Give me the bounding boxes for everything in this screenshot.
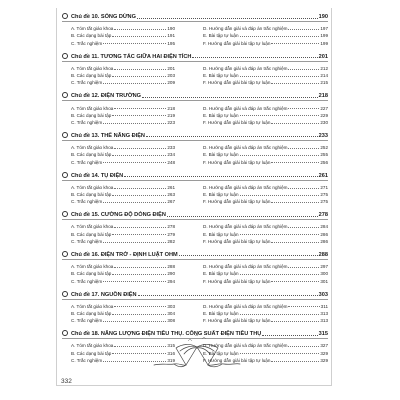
section-label: A. Tóm tắt giáo khoa (71, 343, 114, 349)
section-page-number: 275 (320, 199, 328, 205)
section-label: F. Hướng dẫn giải bài tập tự luận (203, 199, 271, 205)
section-entry[interactable] (71, 143, 175, 150)
section-label: C. Trắc nghiệm (71, 199, 103, 205)
dot-leader (271, 202, 319, 203)
section-label: A. Tóm tắt giáo khoa (71, 65, 114, 71)
section-label: B. Các dạng bài tập (71, 112, 112, 118)
section-entry[interactable] (203, 31, 328, 38)
section-page-number: 286 (320, 238, 328, 244)
dot-leader (103, 162, 166, 163)
section-page-number: 230 (320, 119, 328, 125)
section-label: F. Hướng dẫn giải bài tập tự luận (203, 80, 271, 86)
section-entry[interactable] (71, 237, 175, 244)
section-page-number: 267 (167, 199, 175, 205)
section-entry[interactable] (203, 276, 328, 283)
section-page-number: 256 (320, 159, 328, 165)
section-label: B. Các dạng bài tập (71, 231, 112, 237)
dot-leader (142, 97, 318, 98)
section-label: A. Tóm tắt giáo khoa (71, 264, 114, 270)
section-page-number: 227 (320, 105, 328, 111)
dot-leader (192, 57, 317, 58)
chapter-page-number: 218 (318, 93, 328, 100)
section-label: D. Hướng dẫn giải và đáp án trắc nghiệm (203, 224, 288, 230)
chapter-sections (62, 64, 328, 86)
sections-left-column (62, 222, 195, 244)
section-page-number: 223 (167, 119, 175, 125)
chapter-heading[interactable] (62, 130, 328, 141)
dot-leader (124, 176, 317, 177)
chapter-sections (62, 183, 328, 205)
section-page-number: 229 (320, 112, 328, 118)
section-page-number: 199 (320, 33, 328, 39)
dot-leader (240, 115, 320, 116)
dot-leader (103, 281, 166, 282)
dot-leader (112, 314, 166, 315)
dot-leader (288, 306, 319, 307)
section-label: D. Hướng dẫn giải và đáp án trắc nghiệm (203, 145, 288, 151)
section-page-number: 294 (167, 278, 175, 284)
chapter-sections (62, 24, 328, 46)
chapter-entry (62, 11, 328, 46)
chapter-heading[interactable] (62, 11, 328, 22)
dot-leader (288, 227, 319, 228)
sections-right-column (195, 143, 328, 165)
section-label: D. Hướng dẫn giải và đáp án trắc nghiệm (203, 303, 288, 309)
section-entry[interactable] (203, 183, 328, 190)
section-entry[interactable] (71, 262, 175, 269)
section-page-number: 329 (320, 357, 328, 363)
circle-bullet-icon (62, 172, 68, 178)
section-page-number: 316 (167, 350, 175, 356)
section-page-number: 303 (167, 303, 175, 309)
open-book-icon (152, 335, 242, 371)
section-label: F. Hướng dẫn giải bài tập tự luận (203, 357, 271, 363)
section-page-number: 199 (320, 40, 328, 46)
section-page-number: 304 (167, 310, 175, 316)
circle-bullet-icon (62, 13, 68, 19)
section-page-number: 308 (167, 318, 175, 324)
chapter-heading[interactable] (62, 289, 328, 300)
section-entry[interactable] (203, 269, 328, 276)
dot-leader (103, 83, 166, 84)
section-page-number: 313 (320, 318, 328, 324)
section-entry[interactable] (71, 38, 175, 45)
table-of-contents (62, 11, 328, 368)
chapter-heading[interactable] (62, 170, 328, 181)
dot-leader (112, 155, 166, 156)
section-label: A. Tóm tắt giáo khoa (71, 184, 114, 190)
chapter-title: Chủ đề 13. THẾ NĂNG ĐIỆN (71, 132, 145, 139)
dot-leader (271, 321, 319, 322)
sections-left-column (62, 103, 195, 125)
section-entry[interactable] (203, 150, 328, 157)
dot-leader (271, 281, 319, 282)
dot-leader (288, 346, 319, 347)
section-label: C. Trắc nghiệm (71, 159, 103, 165)
dot-leader (240, 353, 320, 354)
chapter-page-number: 315 (318, 331, 328, 338)
section-page-number: 234 (167, 152, 175, 158)
chapter-entry (62, 130, 328, 165)
section-page-number: 261 (167, 184, 175, 190)
section-label: F. Hướng dẫn giải bài tập tự luận (203, 238, 271, 244)
section-entry[interactable] (71, 111, 175, 118)
sections-right-column (195, 183, 328, 205)
section-entry[interactable] (71, 150, 175, 157)
section-page-number: 212 (320, 65, 328, 71)
section-page-number: 282 (167, 238, 175, 244)
section-entry[interactable] (71, 31, 175, 38)
section-entry[interactable] (71, 302, 175, 309)
section-entry[interactable] (203, 71, 328, 78)
dot-leader (138, 295, 318, 296)
dot-leader (271, 361, 319, 362)
dot-leader (179, 255, 318, 256)
dot-leader (112, 36, 166, 37)
section-entry[interactable] (71, 103, 175, 110)
dot-leader (240, 314, 320, 315)
dot-leader (114, 188, 166, 189)
dot-leader (114, 69, 166, 70)
section-page-number: 286 (320, 231, 328, 237)
dot-leader (146, 136, 318, 137)
section-entry[interactable] (71, 157, 175, 164)
section-page-number: 315 (167, 343, 175, 349)
dot-leader (114, 108, 166, 109)
section-page-number: 252 (320, 145, 328, 151)
section-page-number: 218 (167, 105, 175, 111)
section-label: A. Tóm tắt giáo khoa (71, 145, 114, 151)
chapter-title: Chủ đề 12. ĐIỆN TRƯỜNG (71, 93, 142, 100)
chapter-entry (62, 209, 328, 244)
dot-leader (103, 242, 166, 243)
section-page-number: 284 (320, 224, 328, 230)
section-label: B. Các dạng bài tập (71, 73, 112, 79)
section-label: D. Hướng dẫn giải và đáp án trắc nghiệm (203, 105, 288, 111)
section-entry[interactable] (203, 316, 328, 323)
sections-right-column (195, 262, 328, 284)
section-entry[interactable] (71, 78, 175, 85)
dot-leader (288, 148, 319, 149)
dot-leader (271, 123, 319, 124)
section-page-number: 297 (320, 264, 328, 270)
dot-leader (240, 274, 320, 275)
chapter-page-number: 303 (318, 291, 328, 298)
section-label: E. Bài tập tự luận (203, 231, 239, 237)
section-label: A. Tóm tắt giáo khoa (71, 105, 114, 111)
section-label: D. Hướng dẫn giải và đáp án trắc nghiệm (203, 343, 288, 349)
chapter-title: Chủ đề 16. ĐIỆN TRỞ - ĐỊNH LUẬT OHM (71, 251, 178, 258)
section-label: E. Bài tập tự luận (203, 112, 239, 118)
chapter-sections (62, 302, 328, 324)
section-page-number: 248 (167, 159, 175, 165)
section-label: F. Hướng dẫn giải bài tập tự luận (203, 40, 271, 46)
section-label: A. Tóm tắt giáo khoa (71, 224, 114, 230)
section-page-number: 203 (167, 73, 175, 79)
chapter-page-number: 233 (318, 132, 328, 139)
section-entry[interactable] (203, 157, 328, 164)
sections-right-column (195, 24, 328, 46)
section-entry[interactable] (71, 64, 175, 71)
sections-left-column (62, 24, 195, 46)
chapter-entry (62, 249, 328, 284)
dot-leader (114, 227, 166, 228)
section-page-number: 255 (320, 152, 328, 158)
section-entry[interactable] (203, 78, 328, 85)
section-page-number: 279 (167, 231, 175, 237)
section-entry[interactable] (203, 262, 328, 269)
dot-leader (114, 267, 166, 268)
section-label: C. Trắc nghiệm (71, 278, 103, 284)
dot-leader (114, 148, 166, 149)
section-entry[interactable] (203, 103, 328, 110)
dot-leader (112, 195, 166, 196)
sections-right-column (195, 302, 328, 324)
dot-leader (288, 188, 319, 189)
section-entry[interactable] (71, 309, 175, 316)
section-entry[interactable] (71, 276, 175, 283)
dot-leader (240, 155, 320, 156)
chapter-page-number: 278 (318, 212, 328, 219)
chapter-entry (62, 90, 328, 125)
section-page-number: 275 (320, 192, 328, 197)
chapter-heading[interactable] (62, 90, 328, 101)
section-label: F. Hướng dẫn giải bài tập tự luận (203, 278, 271, 284)
dot-leader (271, 242, 319, 243)
section-entry[interactable] (203, 197, 328, 204)
section-label: B. Các dạng bài tập (71, 310, 112, 316)
section-label: B. Các dạng bài tập (71, 33, 112, 39)
section-entry[interactable] (203, 309, 328, 316)
section-page-number: 319 (167, 357, 175, 363)
section-label: C. Trắc nghiệm (71, 119, 103, 125)
section-label: E. Bài tập tự luận (203, 33, 239, 39)
dot-leader (288, 29, 319, 30)
sections-left-column (62, 262, 195, 284)
circle-bullet-icon (62, 92, 68, 98)
dot-leader (262, 335, 317, 336)
dot-leader (114, 29, 166, 30)
section-entry[interactable] (203, 111, 328, 118)
section-entry[interactable] (203, 237, 328, 244)
section-label: A. Tóm tắt giáo khoa (71, 26, 114, 32)
sections-right-column (195, 222, 328, 244)
chapter-page-number: 190 (318, 14, 328, 20)
section-page-number: 327 (320, 343, 328, 349)
section-label: E. Bài tập tự luận (203, 192, 239, 197)
section-label: C. Trắc nghiệm (71, 357, 103, 363)
section-label: E. Bài tập tự luận (203, 310, 239, 316)
dot-leader (240, 76, 320, 77)
section-page-number: 209 (167, 80, 175, 86)
section-entry[interactable] (71, 229, 175, 236)
dot-leader (288, 108, 319, 109)
section-page-number: 290 (167, 271, 175, 277)
section-label: B. Các dạng bài tập (71, 192, 112, 197)
dot-leader (112, 115, 166, 116)
section-entry[interactable] (203, 24, 328, 31)
section-label: E. Bài tập tự luận (203, 271, 239, 277)
section-label: E. Bài tập tự luận (203, 152, 239, 158)
dot-leader (112, 76, 166, 77)
section-label: D. Hướng dẫn giải và đáp án trắc nghiệm (203, 26, 288, 32)
dot-leader (137, 18, 318, 19)
chapter-title: Chủ đề 17. NGUỒN ĐIỆN (71, 291, 137, 298)
section-page-number: 288 (167, 264, 175, 270)
section-page-number: 215 (320, 80, 328, 86)
sections-right-column (195, 64, 328, 86)
section-entry[interactable] (71, 24, 175, 31)
section-label: C. Trắc nghiệm (71, 80, 103, 86)
section-label: B. Các dạng bài tập (71, 271, 112, 277)
circle-bullet-icon (62, 211, 68, 217)
section-entry[interactable] (71, 316, 175, 323)
section-label: C. Trắc nghiệm (71, 238, 103, 244)
section-label: F. Hướng dẫn giải bài tập tự luận (203, 119, 271, 125)
chapter-title: Chủ đề 11. TƯƠNG TÁC GIỮA HAI ĐIỆN TÍCH (71, 53, 192, 60)
dot-leader (112, 234, 166, 235)
circle-bullet-icon (62, 53, 68, 59)
section-page-number: 219 (167, 112, 175, 118)
circle-bullet-icon (62, 291, 68, 297)
sections-left-column (62, 183, 195, 205)
chapter-sections (62, 143, 328, 165)
section-entry[interactable] (71, 269, 175, 276)
chapter-title: Chủ đề 18. NĂNG LƯỢNG ĐIỆN TIÊU THỤ. CÔNG SUẤT ĐIỆN TIÊU THỤ (71, 331, 262, 338)
section-page-number: 263 (167, 192, 175, 197)
section-page-number: 191 (167, 33, 175, 39)
section-label: D. Hướng dẫn giải và đáp án trắc nghiệm (203, 184, 288, 190)
dot-leader (240, 195, 320, 196)
section-page-number: 311 (320, 303, 328, 309)
sections-left-column (62, 143, 195, 165)
chapter-page-number: 288 (318, 251, 328, 258)
section-page-number: 190 (167, 26, 175, 32)
section-entry[interactable] (203, 302, 328, 309)
section-page-number: 201 (167, 65, 175, 71)
section-label: F. Hướng dẫn giải bài tập tự luận (203, 159, 271, 165)
section-page-number: 271 (320, 184, 328, 190)
dot-leader (288, 69, 319, 70)
section-entry[interactable] (203, 229, 328, 236)
section-page-number: 329 (320, 350, 328, 356)
dot-leader (103, 202, 166, 203)
dot-leader (114, 306, 166, 307)
section-entry[interactable] (71, 71, 175, 78)
chapter-sections (62, 103, 328, 125)
section-entry[interactable] (71, 197, 175, 204)
dot-leader (103, 123, 166, 124)
dot-leader (240, 36, 320, 37)
chapter-heading[interactable] (62, 209, 328, 220)
section-page-number: 195 (167, 40, 175, 46)
chapter-sections (62, 222, 328, 244)
section-label: D. Hướng dẫn giải và đáp án trắc nghiệm (203, 65, 288, 71)
circle-bullet-icon (62, 330, 68, 336)
chapter-heading[interactable] (62, 51, 328, 62)
chapter-title: Chủ đề 10. SÓNG DỪNG (71, 14, 136, 20)
section-label: A. Tóm tắt giáo khoa (71, 303, 114, 309)
section-page-number: 300 (320, 271, 328, 277)
section-label: B. Các dạng bài tập (71, 152, 112, 158)
section-entry[interactable] (71, 190, 175, 197)
section-page-number: 301 (320, 278, 328, 284)
section-entry[interactable] (203, 118, 328, 125)
chapter-title: Chủ đề 15. CƯỜNG ĐỘ DÒNG ĐIỆN (71, 212, 166, 219)
dot-leader (167, 216, 318, 217)
section-page-number: 278 (167, 224, 175, 230)
chapter-heading[interactable] (62, 249, 328, 260)
section-page-number: 197 (320, 26, 328, 32)
chapter-entry (62, 51, 328, 86)
chapter-entry (62, 170, 328, 205)
dot-leader (112, 274, 166, 275)
circle-bullet-icon (62, 251, 68, 257)
section-entry[interactable] (203, 222, 328, 229)
section-entry[interactable] (203, 64, 328, 71)
dot-leader (103, 321, 166, 322)
section-label: B. Các dạng bài tập (71, 350, 112, 356)
section-page-number: 313 (320, 310, 328, 316)
section-entry[interactable] (71, 222, 175, 229)
chapter-page-number: 261 (318, 172, 328, 179)
section-label: E. Bài tập tự luận (203, 73, 239, 79)
sections-left-column (62, 64, 195, 86)
circle-bullet-icon (62, 132, 68, 138)
section-page-number: 214 (320, 73, 328, 79)
dot-leader (288, 267, 319, 268)
section-entry[interactable] (71, 183, 175, 190)
sections-right-column (195, 103, 328, 125)
chapter-title: Chủ đề 14. TỤ ĐIỆN (71, 172, 124, 179)
sections-left-column (62, 302, 195, 324)
section-label: F. Hướng dẫn giải bài tập tự luận (203, 318, 271, 324)
section-entry[interactable] (71, 118, 175, 125)
dot-leader (271, 43, 319, 44)
chapter-entry (62, 289, 328, 324)
page-number: 332 (61, 378, 72, 385)
chapter-sections (62, 262, 328, 284)
section-page-number: 233 (167, 145, 175, 151)
section-label: E. Bài tập tự luận (203, 350, 239, 356)
dot-leader (103, 43, 166, 44)
section-label: D. Hướng dẫn giải và đáp án trắc nghiệm (203, 264, 288, 270)
dot-leader (271, 83, 319, 84)
section-entry[interactable] (203, 143, 328, 150)
dot-leader (240, 234, 320, 235)
section-entry[interactable] (203, 190, 328, 197)
section-entry[interactable] (203, 38, 328, 45)
chapter-page-number: 201 (318, 53, 328, 60)
section-label: C. Trắc nghiệm (71, 318, 103, 324)
dot-leader (271, 162, 319, 163)
section-label: C. Trắc nghiệm (71, 40, 103, 46)
